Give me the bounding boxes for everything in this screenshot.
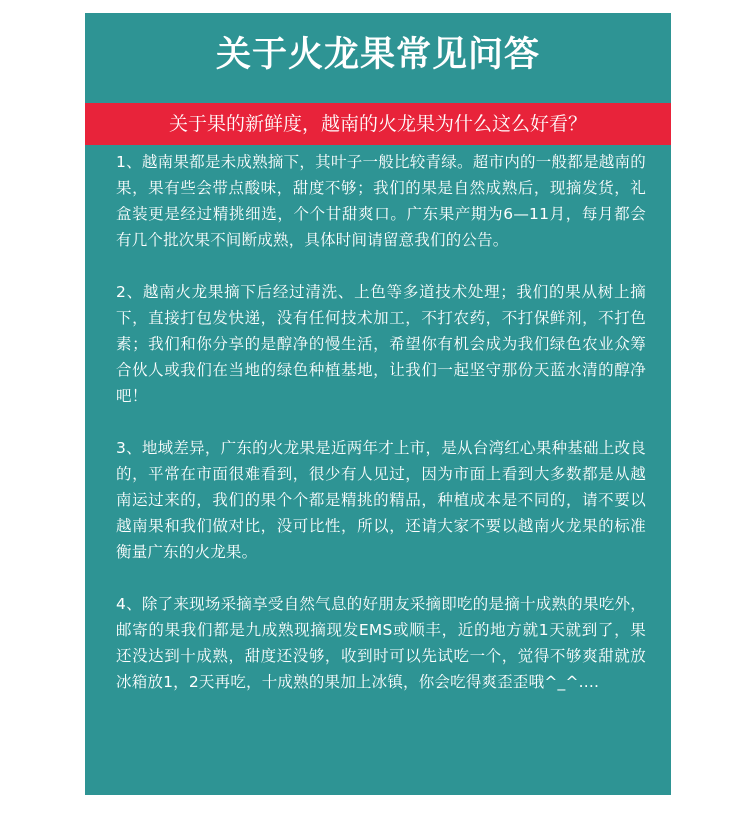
page-title: 关于火龙果常见问答	[215, 35, 540, 75]
answer-body	[116, 149, 646, 695]
question-text: 关于果的新鲜度，越南的火龙果为什么这么好看？	[168, 113, 587, 135]
answer-paragraph-4: 4、除了来现场采摘享受自然气息的好朋友采摘即吃的是摘十成熟的果吃外，邮寄的果我们都是九成熟现摘现发EMS或顺丰，近的地方就1天就到了，果还没达到十成熟，甜度还没够，收到时可以先试吃一个，觉得不够爽甜就放冰箱放1，2天再吃，十成熟的果加上冰镇，你会吃得爽歪歪哦^_^....	[116, 595, 646, 691]
faq-panel	[85, 13, 671, 795]
answer-paragraph-2: 2、越南火龙果摘下后经过清洗、上色等多道技术处理；我们的果从树上摘下，直接打包发快递，没有任何技术加工，不打农药，不打保鲜剂，不打色素；我们和你分享的是醇净的慢生活，希望你有机会成为我们绿色农业众筹合伙人或我们在当地的绿色种植基地，让我们一起坚守那份天蓝水清的醇净吧！	[116, 283, 646, 405]
answer-paragraph-1: 1、越南果都是未成熟摘下，其叶子一般比较青绿。超市内的一般都是越南的果，果有些会带点酸味，甜度不够；我们的果是自然成熟后，现摘发货，礼盒装更是经过精挑细选，个个甘甜爽口。广东果产期为6—11月，每月都会有几个批次果不间断成熟，具体时间请留意我们的公告。	[116, 153, 646, 249]
answer-paragraph-3: 3、地域差异，广东的火龙果是近两年才上市，是从台湾红心果种基础上改良的，平常在市面很难看到，很少有人见过，因为市面上看到大多数都是从越南运过来的，我们的果个个都是精挑的精品，种植成本是不同的，请不要以越南果和我们做对比，没可比性，所以，还请大家不要以越南火龙果的标准衡量广东的火龙果。	[116, 439, 646, 561]
question-banner	[85, 103, 671, 145]
